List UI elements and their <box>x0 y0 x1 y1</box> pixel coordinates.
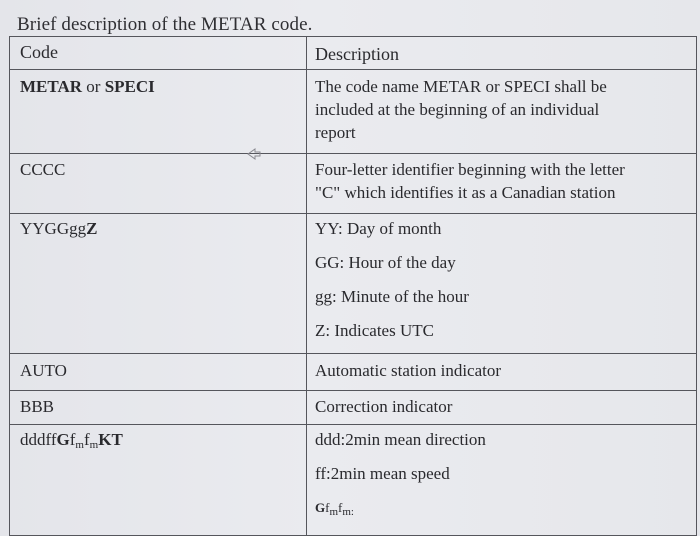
description-cell <box>307 425 697 536</box>
code-cell <box>10 425 307 536</box>
table-row-bbb <box>10 391 697 425</box>
desc-g: G <box>315 500 326 515</box>
description-line: Four-letter identifier beginning with the letter <box>315 160 625 179</box>
code-cell: BBB <box>10 391 307 425</box>
table-row-cccc <box>10 154 697 214</box>
table-row-yyggggz <box>10 214 697 354</box>
desc-f: f <box>338 500 343 515</box>
code-f: f <box>69 430 76 449</box>
description-cell <box>307 70 697 154</box>
code-cell <box>10 70 307 154</box>
description-line: ddd:2min mean direction <box>315 430 486 449</box>
code-kt: KT <box>98 430 123 449</box>
code-g: G <box>56 430 70 449</box>
code-subscript-m: m <box>75 439 84 451</box>
code-cell: CCCC <box>10 154 307 214</box>
code-speci: SPECI <box>104 77 155 96</box>
description-line: report <box>315 123 356 142</box>
code-cell: AUTO <box>10 354 307 391</box>
mouse-pointer-icon <box>247 148 261 160</box>
description-line: YY: Day of month <box>315 219 442 238</box>
description-line: ff:2min mean speed <box>315 464 450 483</box>
description-line: GG: Hour of the day <box>315 253 456 272</box>
code-metar: METAR <box>20 77 83 96</box>
desc-f: f <box>325 500 330 515</box>
description-line: The code name METAR or SPECI shall be <box>315 77 607 96</box>
description-cell: Correction indicator <box>307 391 697 425</box>
description-cell: Automatic station indicator <box>307 354 697 391</box>
description-cell <box>307 214 697 354</box>
code-cell <box>10 214 307 354</box>
description-cell <box>307 154 697 214</box>
table-caption: Brief description of the METAR code. <box>17 14 313 35</box>
desc-subscript-m: m <box>329 506 339 518</box>
code-subscript-m: m <box>89 439 99 451</box>
desc-subscript-m: m: <box>342 506 354 518</box>
code-f: f <box>83 430 90 449</box>
description-line: gg: Minute of the hour <box>315 287 469 306</box>
description-line: included at the beginning of an individual <box>315 100 600 119</box>
code-or: or <box>82 77 105 96</box>
table-row-metar <box>10 70 697 154</box>
description-line: "C" which identifies it as a Canadian station <box>315 183 616 202</box>
table-row-wind <box>10 425 697 536</box>
metar-code-table <box>9 36 697 536</box>
table-header-row <box>10 37 697 70</box>
code-dddff: dddff <box>20 430 57 449</box>
header-code: Code <box>10 37 307 70</box>
description-line: Z: Indicates UTC <box>315 321 434 340</box>
code-yygggg: YYGGgg <box>20 219 87 238</box>
table-row-auto <box>10 354 697 391</box>
code-z: Z <box>86 219 98 238</box>
header-description: Description <box>307 37 697 70</box>
description-line-gust <box>315 496 696 524</box>
